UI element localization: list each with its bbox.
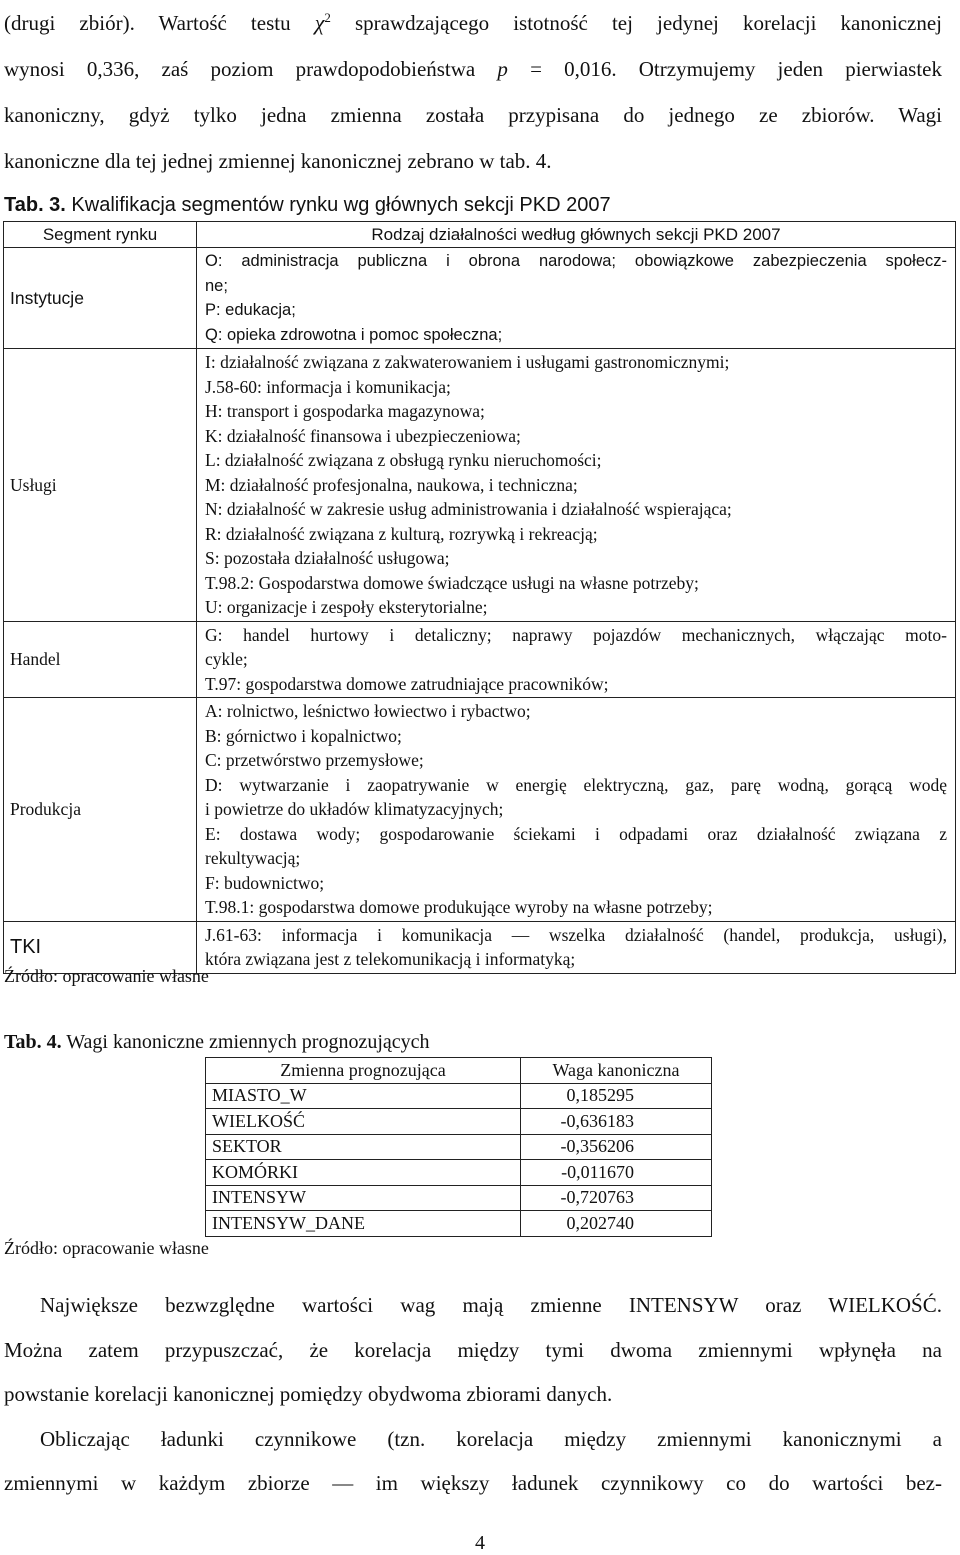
segment-cell: Handel <box>4 621 197 698</box>
segment-cell: Instytucje <box>4 248 197 349</box>
weight-cell: -0,636183 <box>521 1109 712 1135</box>
activity-item: P: edukacja; <box>205 301 296 319</box>
activities-cell <box>197 621 956 698</box>
activity-item: K: działalność finansowa i ubezpieczeniowa; <box>205 425 521 446</box>
variable-cell: INTENSYW <box>206 1185 521 1211</box>
variable-cell: MIASTO_W <box>206 1083 521 1109</box>
activity-item: J.61-63: informacja i komunikacja — wszelka działalność (handel, produkcja, usługi), <box>205 924 947 945</box>
table-header-row <box>206 1058 712 1084</box>
activities-cell <box>197 248 956 349</box>
activity-item: O: administracja publiczna i obrona narodowa; obowiązkowe zabezpieczenia społecz- <box>205 252 947 270</box>
weight-cell: -0,011670 <box>521 1160 712 1186</box>
activity-item: J.58-60: informacja i komunikacja; <box>205 376 451 397</box>
variable-cell: KOMÓRKI <box>206 1160 521 1186</box>
activity-item: Q: opieka zdrowotna i pomoc społeczna; <box>205 325 503 344</box>
intro-line: kanoniczne dla tej jednej zmiennej kanonicznej zebrano w tab. 4. <box>4 149 552 173</box>
table-row <box>206 1160 712 1186</box>
column-header: Waga kanoniczna <box>521 1058 712 1084</box>
intro-paragraph <box>4 0 942 184</box>
segment-cell: TKI <box>4 921 197 973</box>
pkd-segments-table <box>3 221 956 974</box>
segment-cell: Produkcja <box>4 698 197 922</box>
tab3-label: Tab. 3. <box>4 194 66 216</box>
activities-cell <box>197 349 956 622</box>
activity-item: ne; <box>205 276 228 295</box>
tab4-caption <box>4 1031 430 1054</box>
tab3-caption <box>4 194 611 217</box>
activities-cell <box>197 921 956 973</box>
chi-symbol: χ <box>314 10 325 35</box>
table-row <box>4 248 956 349</box>
tab4-title: Wagi kanoniczne zmiennych prognozujących <box>61 1031 430 1053</box>
activity-item: T.98.1: gospodarstwa domowe produkujące wyroby na własne potrzeby; <box>205 897 713 917</box>
activity-item: I: działalność związana z zakwaterowaniem i usługami gastronomicznymi; <box>205 352 730 372</box>
closing-paragraphs <box>4 1283 942 1506</box>
weight-cell: -0,356206 <box>521 1134 712 1160</box>
activity-item: F: budownictwo; <box>205 872 325 893</box>
column-header: Segment rynku <box>4 222 197 248</box>
intro-line: kanoniczny, gdyż tylko jedna zmienna została przypisana do jednego ze zbiorów. Wagi <box>4 103 942 127</box>
tab3-source-note: Źródło: opracowanie własne <box>4 966 209 986</box>
chi-exponent: 2 <box>324 10 331 25</box>
body-line: Można zatem przypuszczać, że korelacja między tymi dwoma zmiennymi wpłynęła na <box>4 1337 942 1362</box>
body-line: zmiennymi w każdym zbiorze — im większy ładunek czynnikowy co do wartości bez- <box>4 1471 942 1495</box>
activity-item: T.97: gospodarstwa domowe zatrudniające pracowników; <box>205 673 609 694</box>
canonical-weights-table <box>205 1057 712 1237</box>
table-row <box>206 1211 712 1237</box>
column-header: Zmienna prognozująca <box>206 1058 521 1084</box>
tab4-label: Tab. 4. <box>4 1031 62 1053</box>
segment-cell: Usługi <box>4 349 197 622</box>
activity-item: rekultywacją; <box>205 848 301 868</box>
table-row <box>4 698 956 922</box>
activity-item: H: transport i gospodarka magazynowa; <box>205 401 485 421</box>
activity-item: S: pozostała działalność usługowa; <box>205 548 450 568</box>
body-line: powstanie korelacji kanonicznej pomiędzy obydwoma zbiorami danych. <box>4 1382 613 1406</box>
table-row <box>4 621 956 698</box>
variable-cell: SEKTOR <box>206 1134 521 1160</box>
intro-line: (drugi zbiór). Wartość testu $\chi^2$ sprawdzającego istotność tej jedynej korelacji kanonicznej <box>4 10 942 35</box>
body-line: Obliczając ładunki czynnikowe (tzn. korelacja między zmiennymi kanonicznymi a <box>40 1426 942 1451</box>
activity-item: R: działalność związana z kulturą, rozrywką i rekreacją; <box>205 523 598 544</box>
table-row <box>206 1083 712 1109</box>
activities-cell <box>197 698 956 922</box>
weight-cell: 0,185295 <box>521 1083 712 1109</box>
tab4-source-note: Źródło: opracowanie własne <box>4 1238 209 1258</box>
activity-item: która związana jest z telekomunikacją i informatyką; <box>205 949 576 969</box>
body-line: Największe bezwzględne wartości wag mają zmienne INTENSYW oraz WIELKOŚĆ. <box>40 1293 942 1317</box>
activity-item: E: dostawa wody; gospodarowanie ściekami i odpadami oraz działalność związana z <box>205 823 947 844</box>
activity-item: U: organizacje i zespoły eksterytorialne; <box>205 597 488 617</box>
activity-item: M: działalność profesjonalna, naukowa, i techniczna; <box>205 474 578 495</box>
activity-item: A: rolnictwo, leśnictwo łowiectwo i rybactwo; <box>205 701 531 721</box>
table-header-row <box>4 222 956 248</box>
variable-cell: WIELKOŚĆ <box>206 1109 521 1135</box>
p-symbol: p <box>497 57 508 81</box>
activity-item: C: przetwórstwo przemysłowe; <box>205 750 424 770</box>
variable-cell: INTENSYW_DANE <box>206 1211 521 1237</box>
tab3-title: Kwalifikacja segmentów rynku wg głównych sekcji PKD 2007 <box>65 194 611 216</box>
weight-cell: -0,720763 <box>521 1185 712 1211</box>
table-row <box>4 349 956 622</box>
intro-line: wynosi 0,336, zaś poziom prawdopodobieństwa p = 0,016. Otrzymujemy jeden pierwiastek <box>4 57 942 81</box>
activity-item: T.98.2: Gospodarstwa domowe świadczące usługi na własne potrzeby; <box>205 572 699 593</box>
table-row <box>206 1185 712 1211</box>
table-row <box>206 1134 712 1160</box>
activity-item: N: działalność w zakresie usług administrowania i działalność wspierająca; <box>205 499 732 519</box>
activity-item: B: górnictwo i kopalnictwo; <box>205 725 402 746</box>
weight-cell: 0,202740 <box>521 1211 712 1237</box>
activity-item: i powietrze do układów klimatyzacyjnych; <box>205 799 504 819</box>
page-number: 4 <box>475 1532 485 1554</box>
activity-item: G: handel hurtowy i detaliczny; naprawy pojazdów mechanicznych, włączając moto- <box>205 624 947 645</box>
activity-item: D: wytwarzanie i zaopatrywanie w energię elektryczną, gaz, parę wodną, gorącą wodę <box>205 774 947 795</box>
activity-item: L: działalność związana z obsługą rynku nieruchomości; <box>205 450 602 470</box>
table-row <box>206 1109 712 1135</box>
column-header: Rodzaj działalności według głównych sekcji PKD 2007 <box>197 222 956 248</box>
activity-item: cykle; <box>205 649 248 669</box>
